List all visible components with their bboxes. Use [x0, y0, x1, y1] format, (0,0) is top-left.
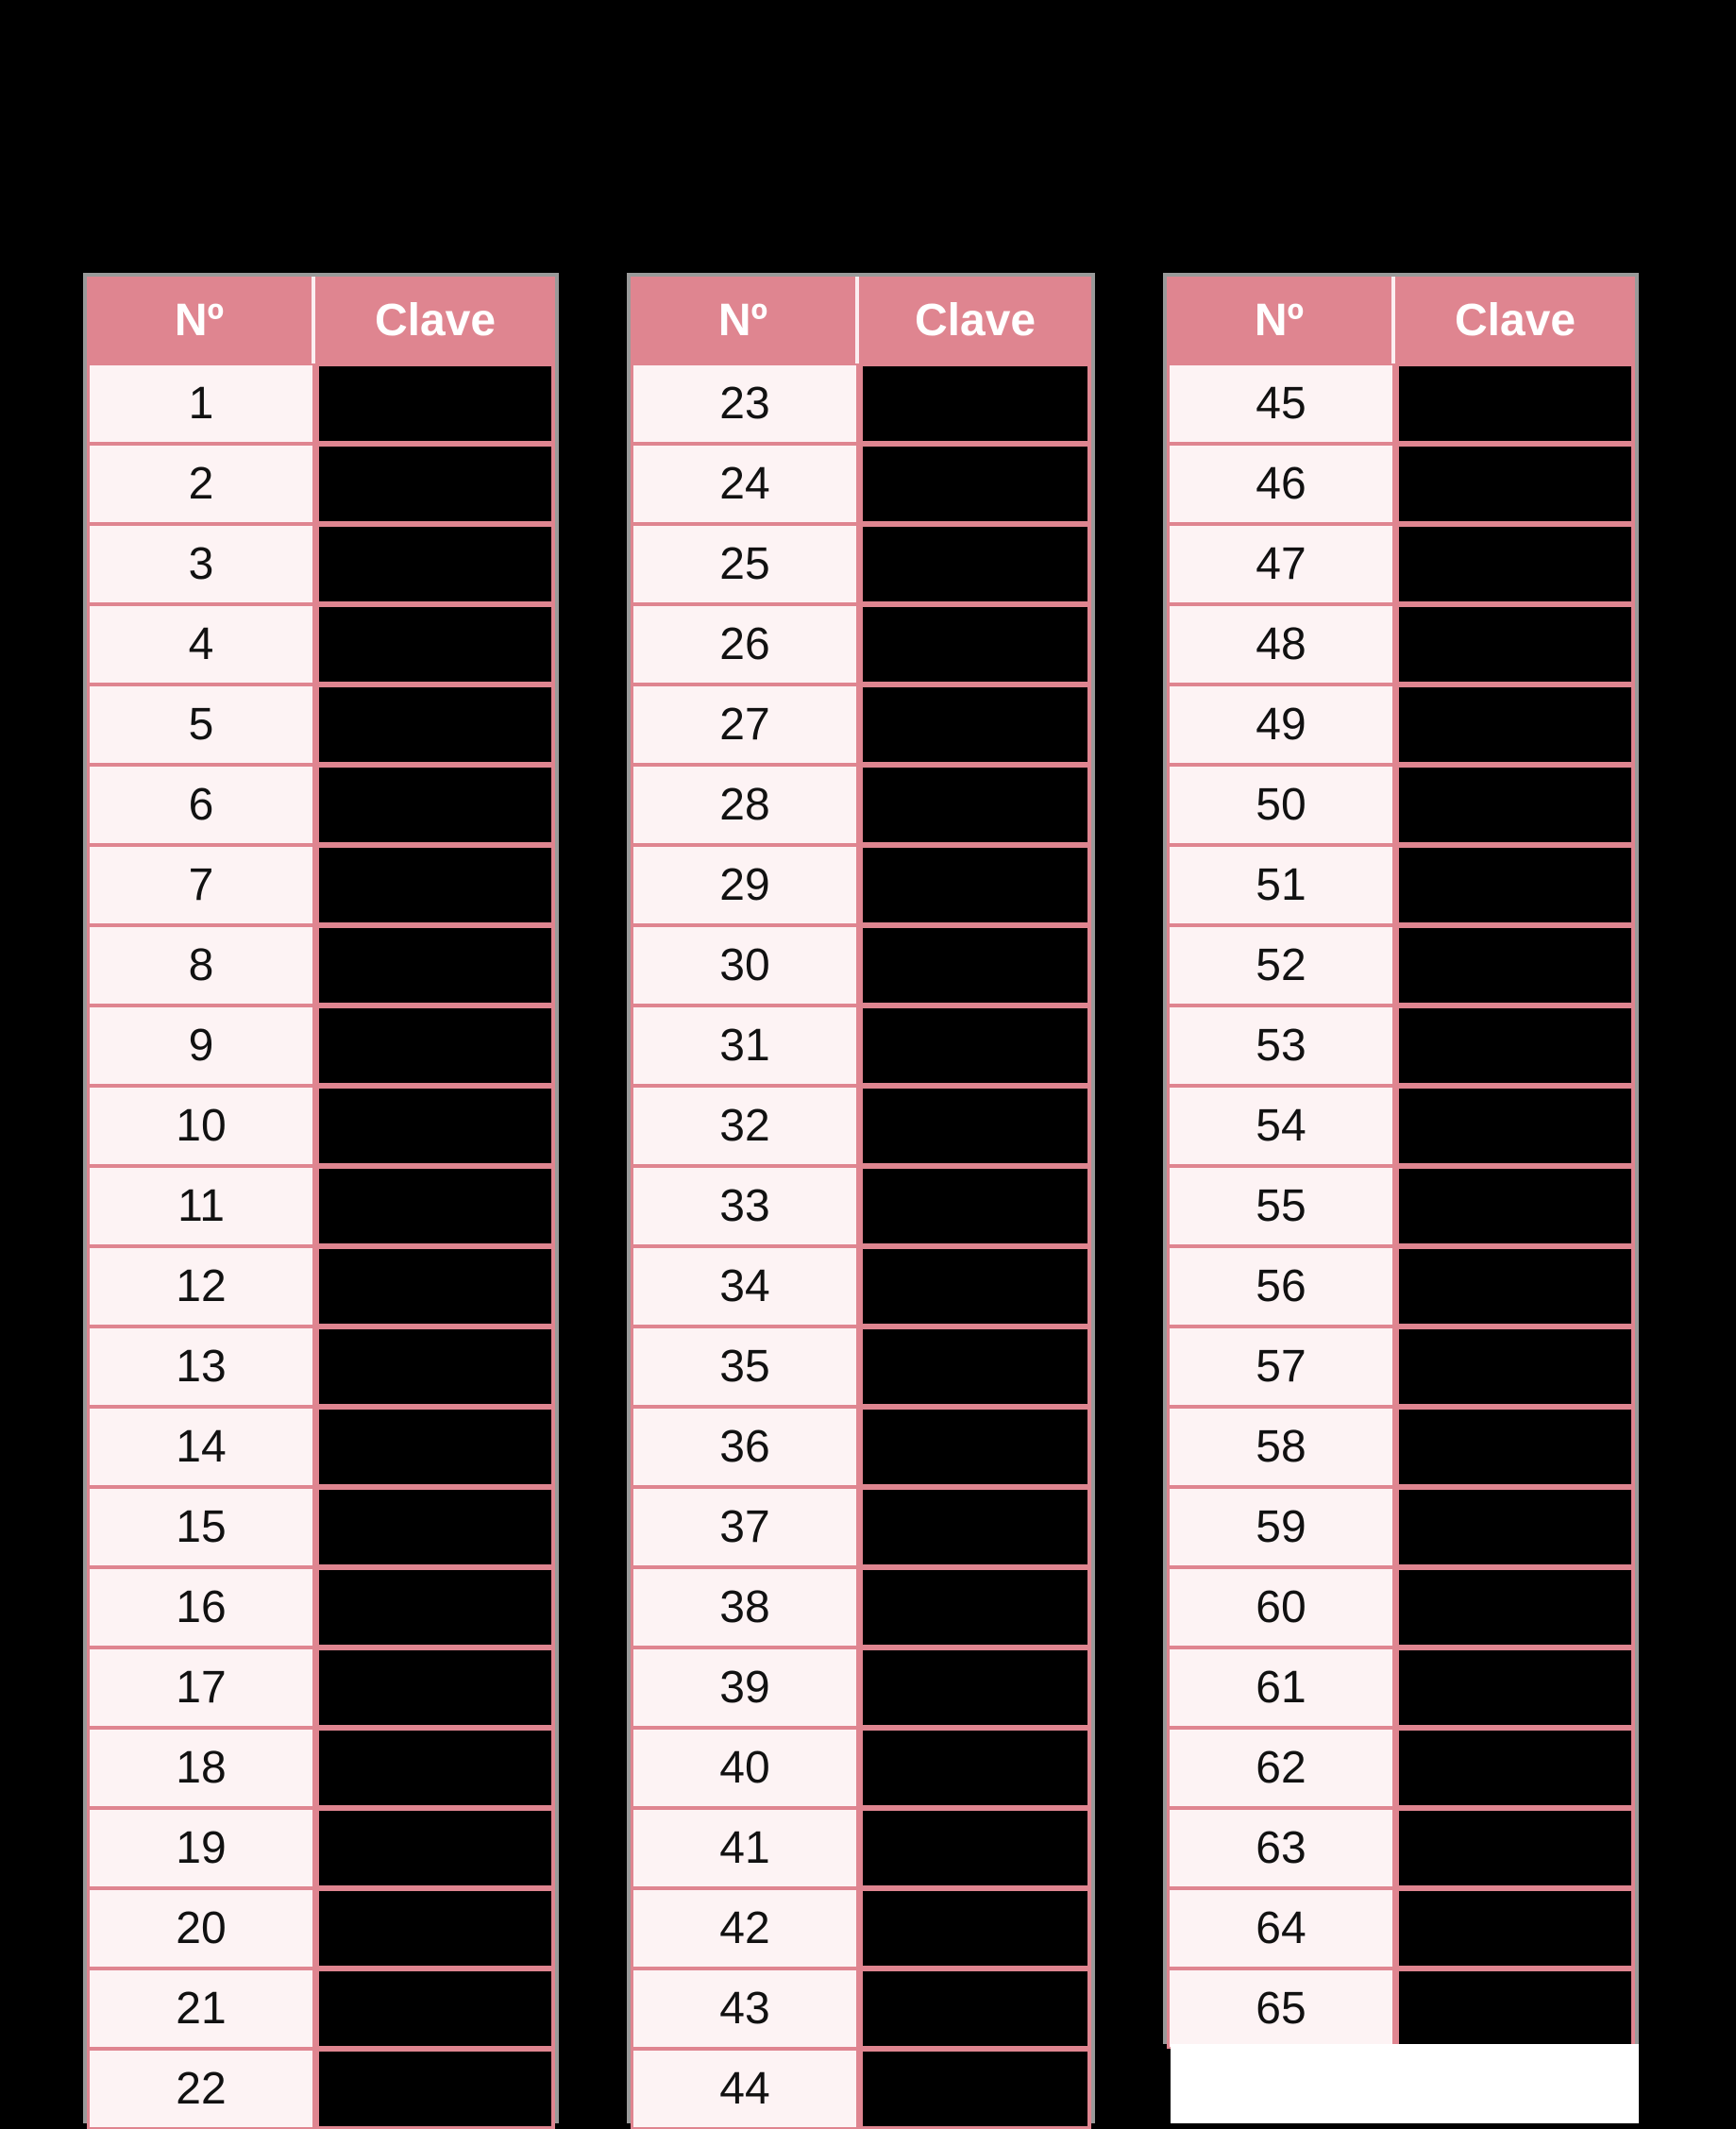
question-number: 32 — [631, 1086, 859, 1166]
question-number: 31 — [631, 1005, 859, 1086]
answer-cell[interactable] — [315, 1326, 555, 1407]
answer-cell[interactable] — [1395, 1728, 1635, 1808]
question-number: 42 — [631, 1888, 859, 1968]
answer-cell[interactable] — [315, 925, 555, 1005]
table-row — [1167, 1567, 1635, 1647]
table-row — [87, 604, 555, 684]
table-row — [631, 1086, 1091, 1166]
table-rows — [1167, 363, 1635, 2049]
table-row — [1167, 1728, 1635, 1808]
answer-cell[interactable] — [1395, 1005, 1635, 1086]
answer-cell[interactable] — [315, 1487, 555, 1567]
table-row — [1167, 1968, 1635, 2049]
table-row — [1167, 1166, 1635, 1246]
table-row — [87, 845, 555, 925]
question-number: 14 — [87, 1407, 315, 1487]
question-number: 49 — [1167, 684, 1395, 765]
answer-cell[interactable] — [315, 845, 555, 925]
question-number: 15 — [87, 1487, 315, 1567]
table-row — [631, 1888, 1091, 1968]
answer-cell[interactable] — [1395, 1888, 1635, 1968]
table-row — [1167, 1808, 1635, 1888]
answer-cell[interactable] — [1395, 1246, 1635, 1326]
question-number: 16 — [87, 1567, 315, 1647]
question-number: 2 — [87, 444, 315, 524]
header-number: Nº — [87, 277, 315, 363]
answer-cell[interactable] — [859, 363, 1091, 444]
question-number: 40 — [631, 1728, 859, 1808]
table-row — [631, 1326, 1091, 1407]
answer-cell[interactable] — [315, 604, 555, 684]
question-number: 21 — [87, 1968, 315, 2049]
table-row — [631, 2049, 1091, 2129]
question-number: 58 — [1167, 1407, 1395, 1487]
answer-table-2 — [627, 273, 1095, 2123]
table-row — [1167, 1246, 1635, 1326]
table-row — [1167, 1487, 1635, 1567]
question-number: 12 — [87, 1246, 315, 1326]
table-header — [87, 277, 555, 363]
answer-cell[interactable] — [859, 1246, 1091, 1326]
table-row — [87, 363, 555, 444]
table-rows — [87, 363, 555, 2129]
table-row — [87, 1728, 555, 1808]
answer-cell[interactable] — [315, 1005, 555, 1086]
question-number: 10 — [87, 1086, 315, 1166]
table-row — [87, 1808, 555, 1888]
table-row — [631, 1407, 1091, 1487]
question-number: 57 — [1167, 1326, 1395, 1407]
table-row — [87, 1086, 555, 1166]
table-row — [87, 524, 555, 604]
question-number: 48 — [1167, 604, 1395, 684]
answer-cell[interactable] — [315, 444, 555, 524]
table-row — [1167, 1407, 1635, 1487]
answer-cell[interactable] — [315, 1808, 555, 1888]
question-number: 56 — [1167, 1246, 1395, 1326]
answer-cell[interactable] — [859, 925, 1091, 1005]
answer-cell[interactable] — [859, 1647, 1091, 1728]
answer-cell[interactable] — [315, 1086, 555, 1166]
answer-cell[interactable] — [1395, 845, 1635, 925]
table-row — [631, 684, 1091, 765]
table-row — [87, 1888, 555, 1968]
question-number: 60 — [1167, 1567, 1395, 1647]
question-number: 64 — [1167, 1888, 1395, 1968]
question-number: 23 — [631, 363, 859, 444]
question-number: 61 — [1167, 1647, 1395, 1728]
answer-cell[interactable] — [315, 684, 555, 765]
question-number: 59 — [1167, 1487, 1395, 1567]
question-number: 38 — [631, 1567, 859, 1647]
question-number: 9 — [87, 1005, 315, 1086]
question-number: 11 — [87, 1166, 315, 1246]
question-number: 65 — [1167, 1968, 1395, 2049]
header-clave: Clave — [1454, 295, 1576, 346]
answer-cell[interactable] — [859, 684, 1091, 765]
question-number: 24 — [631, 444, 859, 524]
table-row — [631, 1647, 1091, 1728]
question-number: 47 — [1167, 524, 1395, 604]
question-number: 29 — [631, 845, 859, 925]
answer-cell[interactable] — [859, 1166, 1091, 1246]
answer-table-3 — [1163, 273, 1639, 2044]
table-row — [631, 1246, 1091, 1326]
question-number: 55 — [1167, 1166, 1395, 1246]
answer-cell[interactable] — [1395, 765, 1635, 845]
question-number: 8 — [87, 925, 315, 1005]
table-row — [1167, 604, 1635, 684]
question-number: 28 — [631, 765, 859, 845]
table-row — [1167, 524, 1635, 604]
question-number: 52 — [1167, 925, 1395, 1005]
answer-cell[interactable] — [859, 1567, 1091, 1647]
table-row — [1167, 925, 1635, 1005]
table-row — [87, 1647, 555, 1728]
question-number: 25 — [631, 524, 859, 604]
table-row — [87, 1246, 555, 1326]
table-row — [631, 1808, 1091, 1888]
question-number: 20 — [87, 1888, 315, 1968]
table-row — [87, 444, 555, 524]
question-number: 26 — [631, 604, 859, 684]
answer-cell[interactable] — [1395, 1407, 1635, 1487]
answer-cell[interactable] — [315, 2049, 555, 2129]
table-row — [631, 1567, 1091, 1647]
answer-cell[interactable] — [859, 524, 1091, 604]
answer-cell[interactable] — [1395, 1567, 1635, 1647]
table-row — [1167, 684, 1635, 765]
answer-cell[interactable] — [1395, 1487, 1635, 1567]
answer-cell[interactable] — [859, 1808, 1091, 1888]
header-number: Nº — [1167, 277, 1395, 363]
table-rows — [631, 363, 1091, 2129]
table-row — [87, 1968, 555, 2049]
table-row — [87, 1487, 555, 1567]
answer-cell[interactable] — [859, 1888, 1091, 1968]
table-row — [631, 363, 1091, 444]
question-number: 34 — [631, 1246, 859, 1326]
table-row — [631, 765, 1091, 845]
question-number: 41 — [631, 1808, 859, 1888]
table-row — [1167, 1005, 1635, 1086]
answer-cell[interactable] — [315, 1968, 555, 2049]
answer-cell[interactable] — [1395, 524, 1635, 604]
table-row — [87, 925, 555, 1005]
answer-cell[interactable] — [859, 1005, 1091, 1086]
answer-cell[interactable] — [315, 1407, 555, 1487]
table-row — [1167, 444, 1635, 524]
answer-cell[interactable] — [859, 1968, 1091, 2049]
answer-cell[interactable] — [315, 1246, 555, 1326]
answer-cell[interactable] — [315, 363, 555, 444]
question-number: 63 — [1167, 1808, 1395, 1888]
table-header — [1167, 277, 1635, 363]
answer-table-1 — [83, 273, 559, 2123]
answer-cell[interactable] — [1395, 444, 1635, 524]
question-number: 50 — [1167, 765, 1395, 845]
table-row — [631, 1166, 1091, 1246]
table-row — [87, 1166, 555, 1246]
question-number: 62 — [1167, 1728, 1395, 1808]
table-row — [87, 1005, 555, 1086]
question-number: 44 — [631, 2049, 859, 2129]
answer-cell[interactable] — [859, 2049, 1091, 2129]
question-number: 43 — [631, 1968, 859, 2049]
table-row — [87, 765, 555, 845]
question-number: 27 — [631, 684, 859, 765]
header-clave: Clave — [374, 295, 497, 346]
question-number: 36 — [631, 1407, 859, 1487]
answer-cell[interactable] — [859, 1086, 1091, 1166]
question-number: 13 — [87, 1326, 315, 1407]
question-number: 35 — [631, 1326, 859, 1407]
table-row — [87, 684, 555, 765]
answer-cell[interactable] — [315, 1888, 555, 1968]
answer-cell[interactable] — [1395, 925, 1635, 1005]
table-row — [631, 1728, 1091, 1808]
table-header — [631, 277, 1091, 363]
header-number: Nº — [631, 277, 859, 363]
question-number: 46 — [1167, 444, 1395, 524]
question-number: 3 — [87, 524, 315, 604]
table-row — [87, 2049, 555, 2129]
answer-cell[interactable] — [859, 765, 1091, 845]
question-number: 37 — [631, 1487, 859, 1567]
table-row — [1167, 1326, 1635, 1407]
question-number: 39 — [631, 1647, 859, 1728]
question-number: 30 — [631, 925, 859, 1005]
table-row — [1167, 845, 1635, 925]
table-row — [631, 1005, 1091, 1086]
question-number: 18 — [87, 1728, 315, 1808]
table-row — [1167, 1086, 1635, 1166]
question-number: 4 — [87, 604, 315, 684]
table-row — [1167, 1888, 1635, 1968]
answer-cell[interactable] — [859, 1728, 1091, 1808]
table-row — [631, 1487, 1091, 1567]
question-number: 33 — [631, 1166, 859, 1246]
answer-cell[interactable] — [859, 1407, 1091, 1487]
answer-cell[interactable] — [859, 1326, 1091, 1407]
answer-cell[interactable] — [859, 845, 1091, 925]
table-row — [87, 1326, 555, 1407]
table-row — [1167, 1647, 1635, 1728]
table-row — [631, 524, 1091, 604]
table-row — [631, 925, 1091, 1005]
answer-cell[interactable] — [1395, 684, 1635, 765]
table-row — [631, 1968, 1091, 2049]
answer-cell[interactable] — [315, 1567, 555, 1647]
table-row — [1167, 363, 1635, 444]
answer-cell[interactable] — [1395, 1166, 1635, 1246]
question-number: 51 — [1167, 845, 1395, 925]
answer-cell[interactable] — [1395, 1086, 1635, 1166]
answer-cell[interactable] — [1395, 1808, 1635, 1888]
table-row — [631, 604, 1091, 684]
header-clave: Clave — [914, 295, 1037, 346]
answer-cell[interactable] — [859, 604, 1091, 684]
question-number: 22 — [87, 2049, 315, 2129]
question-number: 45 — [1167, 363, 1395, 444]
answer-cell[interactable] — [1395, 604, 1635, 684]
question-number: 53 — [1167, 1005, 1395, 1086]
empty-area — [1171, 2044, 1639, 2123]
question-number: 54 — [1167, 1086, 1395, 1166]
question-number: 5 — [87, 684, 315, 765]
question-number: 19 — [87, 1808, 315, 1888]
table-row — [631, 444, 1091, 524]
question-number: 7 — [87, 845, 315, 925]
answer-cell[interactable] — [1395, 1968, 1635, 2049]
answer-cell[interactable] — [315, 1647, 555, 1728]
answer-cell[interactable] — [859, 1487, 1091, 1567]
answer-cell[interactable] — [1395, 363, 1635, 444]
table-row — [1167, 765, 1635, 845]
answer-cell[interactable] — [315, 1166, 555, 1246]
question-number: 17 — [87, 1647, 315, 1728]
table-row — [87, 1567, 555, 1647]
answer-cell[interactable] — [859, 444, 1091, 524]
answer-cell[interactable] — [1395, 1326, 1635, 1407]
answer-cell[interactable] — [315, 1728, 555, 1808]
question-number: 1 — [87, 363, 315, 444]
question-number: 6 — [87, 765, 315, 845]
answer-cell[interactable] — [315, 765, 555, 845]
answer-cell[interactable] — [315, 524, 555, 604]
answer-cell[interactable] — [1395, 1647, 1635, 1728]
table-row — [87, 1407, 555, 1487]
table-row — [631, 845, 1091, 925]
